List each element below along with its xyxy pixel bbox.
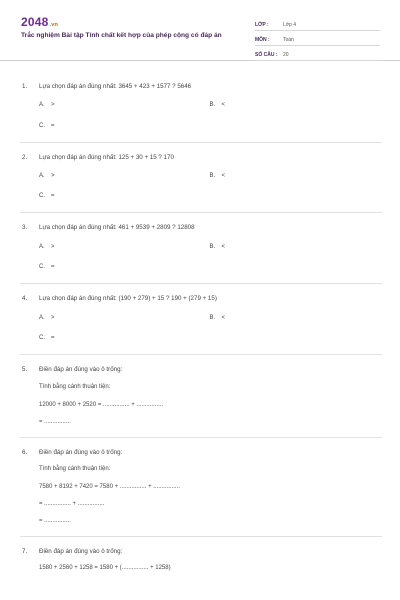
meta-key: LỚP : (255, 22, 269, 28)
option-row (39, 172, 380, 181)
page-title: Trắc nghiệm Bài tập Tính chất kết hợp của phép cộng có đáp án (21, 32, 222, 39)
answer-line[interactable]: 7580 + 8192 + 7420 = 7580 + ................ + ................ (39, 484, 180, 490)
option-c[interactable] (39, 334, 212, 343)
option-letter: C. (39, 123, 45, 129)
question-7 (0, 547, 400, 573)
meta-key: MÔN : (255, 37, 270, 43)
meta-table (255, 16, 380, 61)
question-text-row (22, 82, 380, 91)
instruction-text: Tính bằng cánh thuận tiện: (39, 466, 111, 472)
meta-row-subject (255, 31, 380, 46)
option-a[interactable] (39, 314, 210, 323)
answer-line[interactable]: 12000 + 8000 + 2520 = ................ + ................ (39, 402, 164, 408)
option-text: = (51, 335, 55, 341)
option-c[interactable] (39, 263, 212, 272)
option-b[interactable] (210, 172, 381, 181)
option-a[interactable] (39, 101, 210, 110)
question-2 (0, 153, 400, 201)
divider (20, 536, 382, 537)
divider (20, 437, 382, 438)
option-text: > (51, 102, 55, 108)
meta-value: 20 (283, 52, 289, 58)
option-letter: C. (39, 335, 45, 341)
meta-row-count (255, 46, 380, 61)
options (22, 101, 380, 131)
divider (20, 354, 382, 355)
site-logo[interactable] (21, 15, 58, 29)
option-row (39, 314, 380, 323)
option-c[interactable] (39, 192, 212, 201)
answer-line[interactable]: = ................ + ................ (39, 501, 105, 507)
question-text: Điền đáp án đúng vào ô trống: (39, 366, 123, 373)
question-text: Lựa chọn đáp án đúng nhất: 125 + 30 + 15 ? 170 (39, 154, 174, 161)
option-letter: B. (209, 173, 216, 179)
answer-line[interactable]: = ................ (39, 419, 71, 425)
question-text-row (22, 448, 380, 457)
option-row (39, 334, 380, 343)
question-text: Lựa chọn đáp án đúng nhất: (190 + 279) + 15 ? 190 + (279 + 15) (39, 295, 217, 302)
question-text-row (22, 223, 380, 232)
question-number: 6. (22, 449, 28, 456)
question-4 (0, 294, 400, 343)
option-text: < (221, 173, 226, 179)
option-letter: B. (209, 102, 216, 108)
option-row (39, 101, 380, 110)
question-1 (0, 82, 400, 131)
question-text: Lựa chọn đáp án đúng nhất: 461 + 9539 + 2809 ? 12808 (39, 224, 195, 231)
option-b[interactable] (210, 314, 381, 323)
divider (20, 142, 382, 143)
logo-text: 2048 (21, 15, 49, 29)
question-text: Lựa chọn đáp án đúng nhất: 3645 + 423 + 1577 ? 5646 (39, 83, 192, 90)
option-c[interactable] (39, 122, 212, 131)
option-text: > (51, 244, 55, 250)
option-letter: B. (209, 315, 216, 321)
option-row (39, 192, 380, 201)
options (22, 314, 380, 343)
option-a[interactable] (39, 172, 210, 181)
meta-row-class (255, 16, 380, 31)
meta-value: Toán (283, 37, 294, 43)
question-number: 3. (22, 224, 28, 231)
option-row (39, 243, 380, 252)
question-text: Điền đáp án đúng vào ô trống: (39, 449, 123, 456)
divider (20, 283, 382, 284)
option-text: < (221, 315, 226, 321)
page-header (0, 0, 400, 61)
meta-key: SỐ CÂU : (255, 52, 278, 58)
logo-suffix: .vn (49, 22, 59, 28)
question-number: 5. (22, 366, 28, 373)
option-text: = (51, 264, 55, 270)
option-b[interactable] (210, 243, 381, 252)
question-text-row (22, 294, 380, 303)
question-5 (0, 365, 400, 427)
question-6 (0, 448, 400, 526)
question-text-row (22, 365, 380, 374)
option-letter: B. (209, 244, 216, 250)
question-text-row (22, 153, 380, 162)
option-letter: C. (39, 193, 45, 199)
option-text: = (51, 123, 55, 129)
option-a[interactable] (39, 243, 210, 252)
option-text: < (221, 102, 226, 108)
question-number: 1. (22, 83, 28, 90)
option-text: = (51, 193, 55, 199)
divider (20, 212, 382, 213)
question-number: 4. (22, 295, 28, 302)
option-text: > (51, 315, 55, 321)
options (22, 243, 380, 272)
option-letter: A. (39, 173, 45, 179)
instruction-text: Tính bằng cánh thuận tiện: (39, 384, 111, 390)
option-letter: A. (39, 315, 45, 321)
question-number: 7. (22, 548, 28, 555)
question-3 (0, 223, 400, 272)
option-text: < (221, 244, 226, 250)
answer-line[interactable]: = ................ (39, 518, 71, 524)
question-text: Điền đáp án đúng vào ô trống: (39, 548, 123, 555)
meta-value: Lớp 4 (283, 22, 297, 28)
options (22, 172, 380, 201)
option-letter: A. (39, 102, 45, 108)
option-letter: C. (39, 264, 45, 270)
option-b[interactable] (210, 101, 381, 110)
option-row (39, 122, 380, 131)
answer-line[interactable]: 1580 + 2560 + 1258 = 1580 + (................ + 1258) (39, 565, 171, 571)
question-number: 2. (22, 154, 28, 161)
option-text: > (51, 173, 55, 179)
option-row (39, 263, 380, 272)
question-text-row (22, 547, 380, 556)
option-letter: A. (39, 244, 45, 250)
